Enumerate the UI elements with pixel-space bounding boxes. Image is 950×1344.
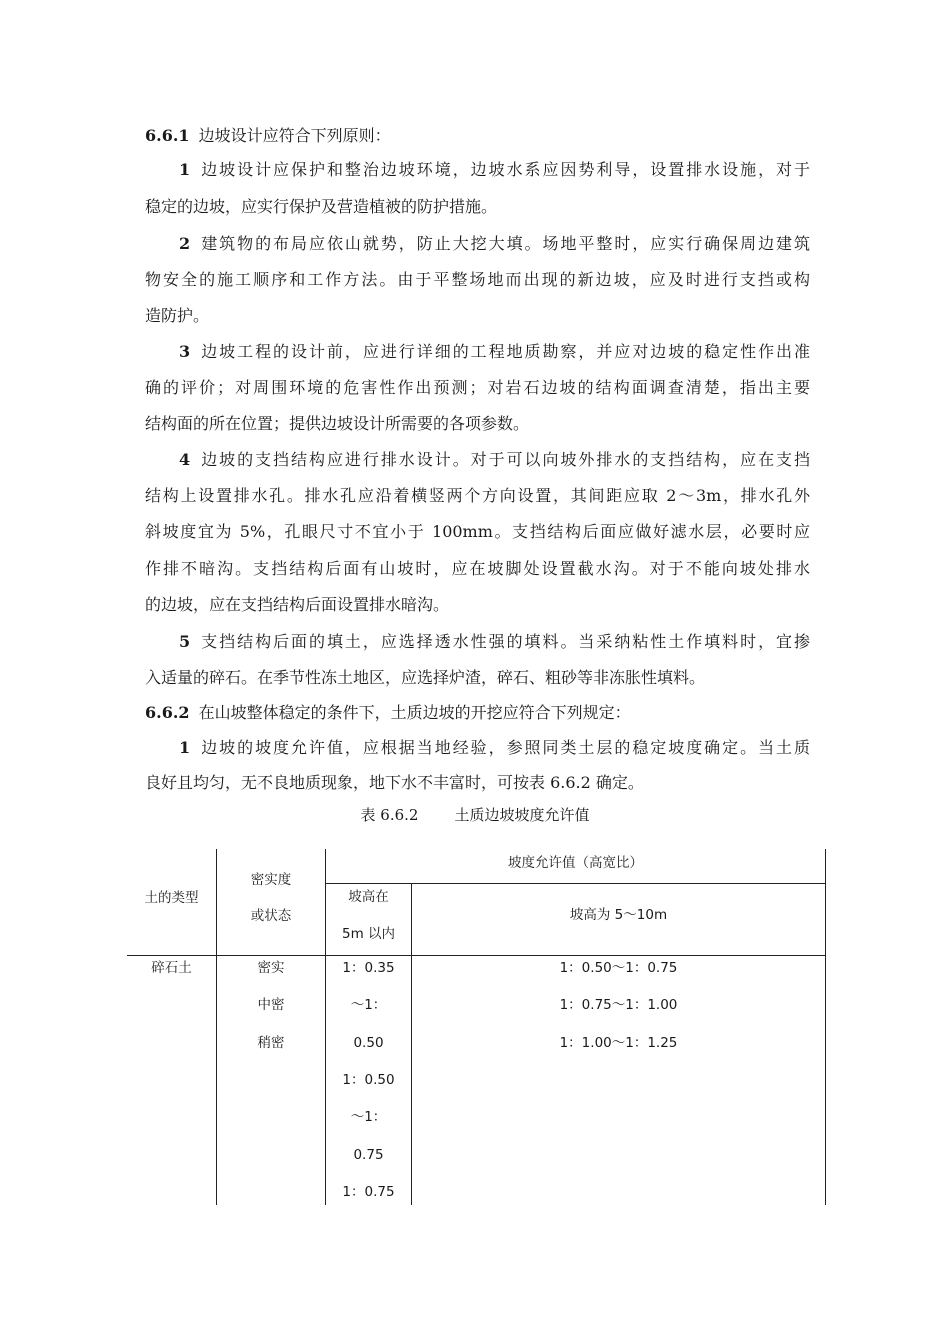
header-density: 或状态 bbox=[250, 908, 292, 924]
paragraph-line: 入适量的碎石。在季节性冻土地区，应选择炉渣，碎石、粗砂等非冻胀性填料。 bbox=[145, 668, 706, 687]
paragraph-line: 的边坡，应在支挡结构后面设置排水暗沟。 bbox=[145, 595, 450, 614]
header-within-5m: 坡高在 bbox=[348, 889, 389, 905]
paragraph-line: 结构面的所在位置；提供边坡设计所需要的各项参数。 bbox=[145, 414, 530, 433]
paragraph-line: 1 边坡的坡度允许值，应根据当地经验，参照同类土层的稳定坡度确定。当土质 bbox=[179, 738, 810, 757]
table-rule bbox=[216, 849, 217, 1205]
table-rule bbox=[127, 955, 825, 956]
paragraph-line: 1 边坡设计应保护和整治边坡环境，边坡水系应因势利导，设置排水设施，对于 bbox=[179, 160, 810, 179]
header-5-to-10m: 坡高为 5～10m bbox=[569, 907, 668, 923]
paragraph-line: 5 支挡结构后面的填土，应选择透水性强的填料。当采纳粘性土作填料时，宜掺 bbox=[179, 632, 810, 651]
paragraph-line: 结构上设置排水孔。排水孔应沿着横竖两个方向设置，其间距应取 2～3m，排水孔外 bbox=[145, 486, 810, 505]
paragraph-line: 稳定的边坡，应实行保护及营造植被的防护措施。 bbox=[145, 197, 498, 216]
cell-within-5m-line: 1：0.75 bbox=[342, 1184, 395, 1200]
cell-5-to-10m: 1：0.75～1：1.00 bbox=[559, 997, 678, 1013]
cell-state: 中密 bbox=[257, 997, 285, 1013]
cell-within-5m-line: 0.75 bbox=[353, 1147, 384, 1163]
paragraph-line: 造防护。 bbox=[145, 306, 210, 325]
table-rule bbox=[325, 883, 825, 884]
section-heading: 6.6.2 在山坡整体稳定的条件下，土质边坡的开挖应符合下列规定： bbox=[145, 703, 631, 722]
paragraph-line: 斜坡度宜为 5%，孔眼尺寸不宜小于 100mm。支挡结构后面应做好滤水层，必要时应 bbox=[145, 522, 810, 541]
table-rule bbox=[825, 849, 826, 1205]
paragraph-line: 4 边坡的支挡结构应进行排水设计。对于可以向坡外排水的支挡结构，应在支挡 bbox=[179, 450, 810, 469]
cell-5-to-10m: 1：0.50～1：0.75 bbox=[559, 960, 678, 976]
cell-state: 密实 bbox=[257, 960, 285, 976]
cell-within-5m-line: 0.50 bbox=[353, 1035, 384, 1051]
cell-within-5m-line: ～1： bbox=[350, 997, 387, 1013]
header-soil-type: 土的类型 bbox=[144, 890, 199, 906]
cell-state: 稍密 bbox=[257, 1035, 285, 1051]
cell-within-5m-line: 1：0.35 bbox=[342, 960, 395, 976]
cell-5-to-10m: 1：1.00～1：1.25 bbox=[559, 1035, 678, 1051]
paragraph-line: 确的评价；对周围环境的危害性作出预测；对岩石边坡的结构面调查清楚，指出主要 bbox=[145, 378, 810, 397]
paragraph-line: 作排不暗沟。支挡结构后面有山坡时，应在坡脚处设置截水沟。对于不能向坡处排水 bbox=[145, 559, 810, 578]
cell-soil-type: 碎石土 bbox=[151, 960, 192, 976]
table-number: 表 6.6.2 bbox=[360, 806, 419, 824]
header-slope-group: 坡度允许值（高宽比） bbox=[508, 855, 643, 871]
paragraph-line: 良好且均匀，无不良地质现象，地下水不丰富时，可按表 6.6.2 确定。 bbox=[145, 773, 644, 792]
cell-within-5m-line: ～1： bbox=[350, 1109, 387, 1125]
section-heading: 6.6.1 边坡设计应符合下列原则： bbox=[145, 126, 391, 145]
table-title: 土质边坡坡度允许值 bbox=[454, 806, 590, 824]
cell-within-5m-line: 1：0.50 bbox=[342, 1072, 395, 1088]
paragraph-line: 3 边坡工程的设计前，应进行详细的工程地质勘察，并应对边坡的稳定性作出准 bbox=[179, 342, 810, 361]
header-within-5m: 5m 以内 bbox=[341, 926, 396, 942]
paragraph-line: 2 建筑物的布局应依山就势，防止大挖大填。场地平整时，应实行确保周边建筑 bbox=[179, 234, 810, 253]
header-density: 密实度 bbox=[250, 872, 292, 888]
paragraph-line: 物安全的施工顺序和工作方法。由于平整场地而出现的新边坡，应及时进行支挡或构 bbox=[145, 270, 810, 289]
